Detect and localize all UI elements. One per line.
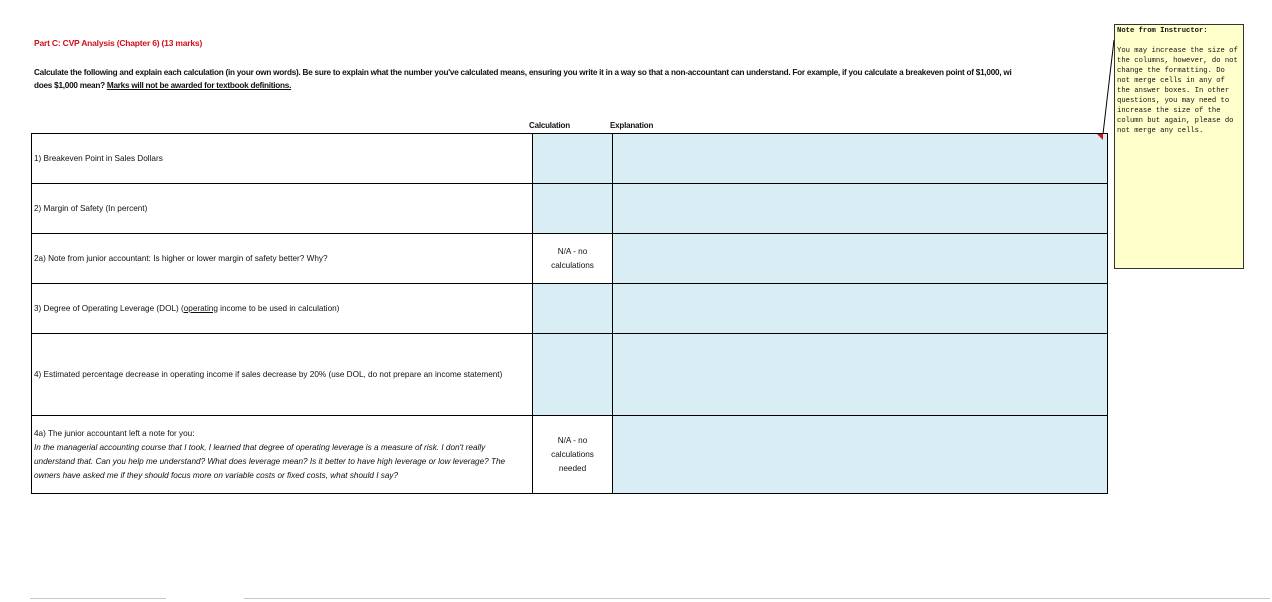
instructions-warning: Marks will not be awarded for textbook definitions. — [106, 81, 292, 90]
instructions — [34, 66, 1104, 92]
scrollbar-track-left — [30, 598, 166, 599]
explanation-cell[interactable] — [613, 184, 1108, 234]
table-row — [32, 416, 1108, 494]
question-cell — [32, 284, 533, 334]
table-row — [32, 134, 1108, 184]
instructions-line-2-text: does $1,000 mean? — [34, 81, 107, 90]
instructor-comment-box[interactable] — [1114, 24, 1244, 269]
explanation-cell[interactable] — [613, 234, 1108, 284]
calculation-cell-na[interactable] — [533, 234, 613, 284]
question-cell — [32, 416, 533, 494]
column-header-calculation: Calculation — [529, 121, 570, 130]
question-cell: 2) Margin of Safety (In percent) — [32, 184, 533, 234]
calculation-cell[interactable] — [533, 334, 613, 416]
question-text-underlined: operating — [183, 303, 218, 313]
calculation-cell[interactable] — [533, 184, 613, 234]
comment-body: You may increase the size of the columns, however, do not change the formatting. Do not merge cells in any of the answer boxes. In other questions, you may need to increase the size of the column but again, please do not merge any cells. — [1117, 47, 1238, 135]
question-cell: 4) Estimated percentage decrease in operating income if sales decrease by 20% (use DOL, do not prepare an income statement) — [32, 334, 533, 416]
na-text-line-3: needed — [558, 463, 587, 473]
question-text-after: income to be used in calculation) — [217, 303, 340, 313]
na-text-line-1: N/A - no — [557, 435, 588, 445]
explanation-cell[interactable] — [613, 416, 1108, 494]
calculation-cell[interactable] — [533, 134, 613, 184]
table-row — [32, 334, 1108, 416]
explanation-cell[interactable] — [613, 284, 1108, 334]
instructions-line-1: Calculate the following and explain each calculation (in your own words). Be sure to explain what the number you've calculated means, ensuring you write it in a way so that a non-accountant can understand. For example, if you calculate a breakeven point of $1,000, wi — [34, 68, 1012, 77]
question-note: In the managerial accounting course that I took, I learned that degree of operating leverage is a measure of risk. I don't really understand that. Can you help me understand? What does leverage mean? Is it better to have high leverage or low leverage? The owners have asked me if they should focus more on variable costs or fixed costs, what should I say? — [34, 442, 506, 480]
table-row — [32, 284, 1108, 334]
calculation-cell-na[interactable] — [533, 416, 613, 494]
instructions-line-2 — [34, 79, 1104, 92]
cvp-answer-table — [31, 133, 1108, 494]
comment-indicator-icon[interactable] — [1097, 134, 1103, 140]
question-cell: 2a) Note from junior accountant: Is higher or lower margin of safety better? Why? — [32, 234, 533, 284]
explanation-cell[interactable] — [613, 334, 1108, 416]
table-row — [32, 184, 1108, 234]
question-text-before: 3) Degree of Operating Leverage (DOL) ( — [34, 303, 184, 313]
na-text-line-2: calculations — [551, 260, 594, 270]
explanation-cell[interactable] — [613, 134, 1108, 184]
na-text-line-2: calculations — [551, 449, 594, 459]
calculation-cell[interactable] — [533, 284, 613, 334]
section-title: Part C: CVP Analysis (Chapter 6) (13 marks) — [34, 38, 203, 48]
question-intro: 4a) The junior accountant left a note for you: — [34, 428, 195, 438]
scrollbar-track-right — [244, 598, 1270, 599]
column-header-explanation: Explanation — [610, 121, 654, 130]
na-text-line-1: N/A - no — [557, 246, 588, 256]
comment-title: Note from Instructor: — [1117, 27, 1208, 35]
table-row — [32, 234, 1108, 284]
question-cell: 1) Breakeven Point in Sales Dollars — [32, 134, 533, 184]
